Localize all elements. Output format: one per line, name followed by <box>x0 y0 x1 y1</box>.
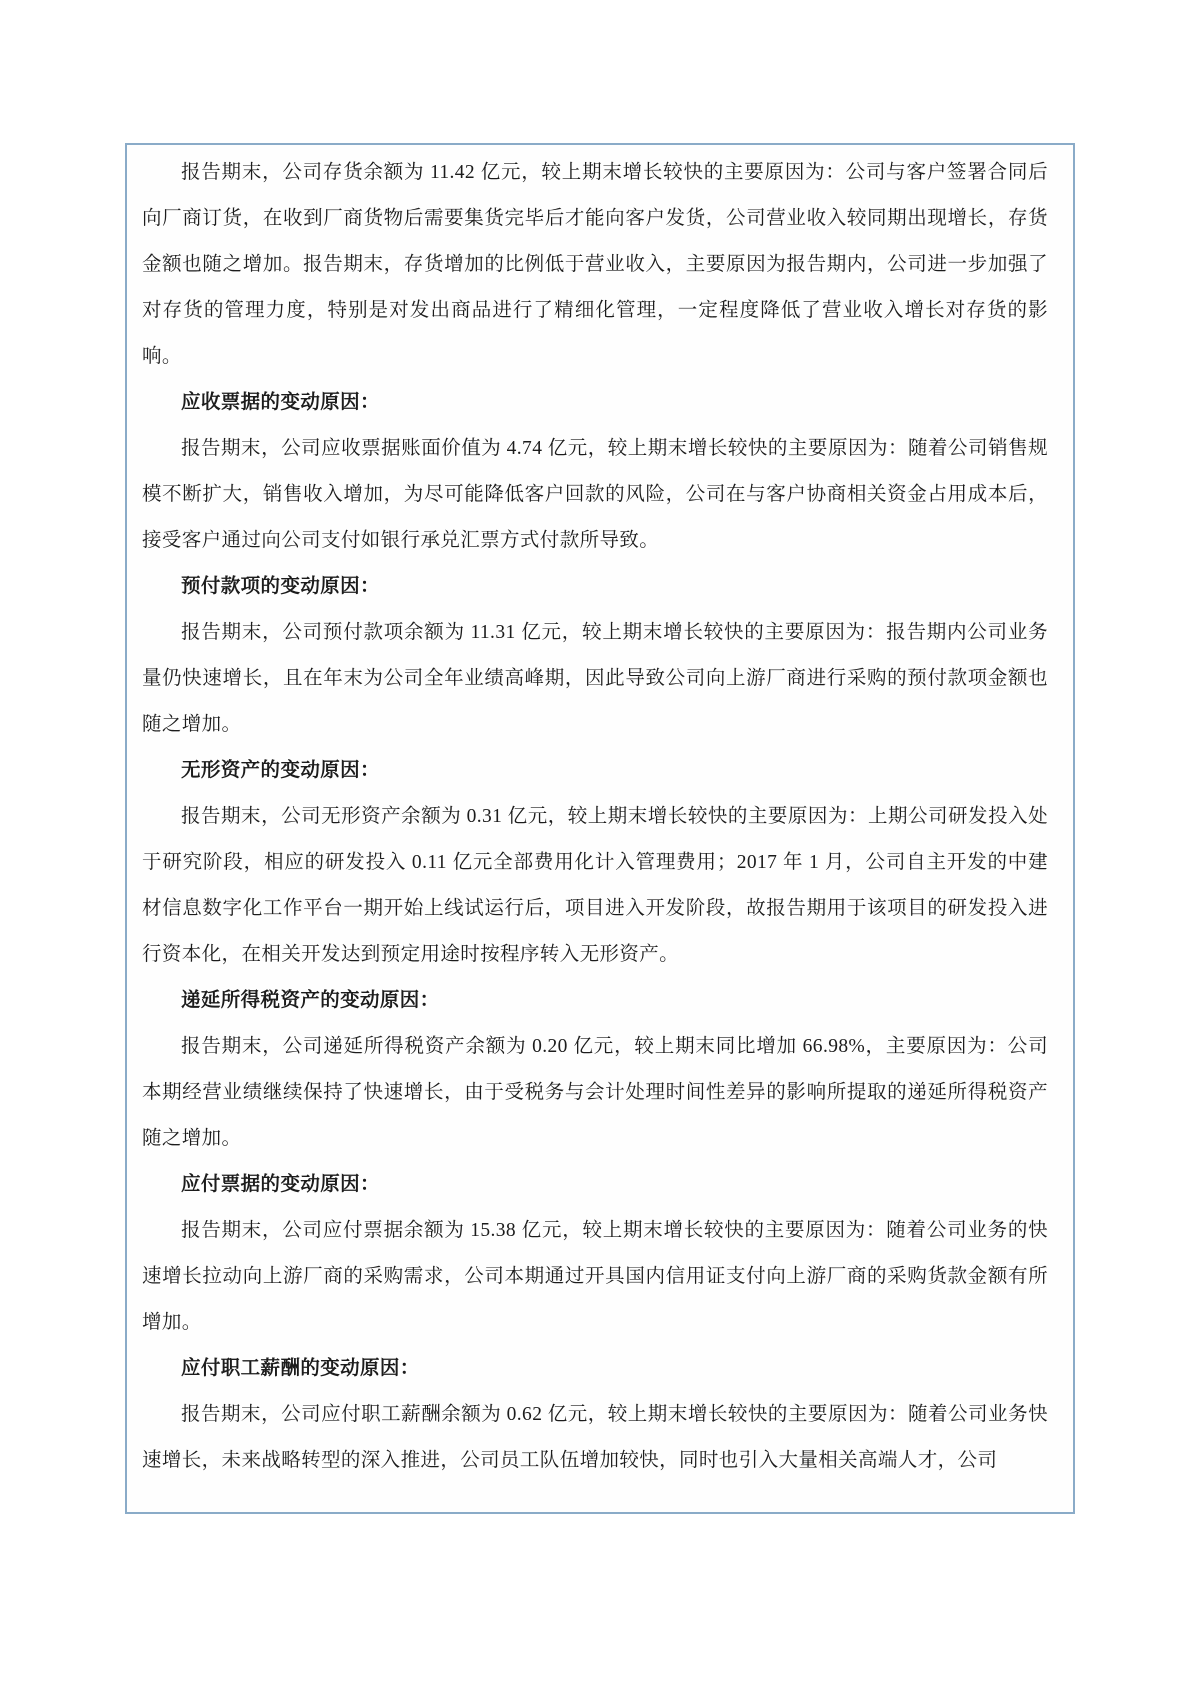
paragraph-notes-receivable: 报告期末，公司应收票据账面价值为 4.74 亿元，较上期末增长较快的主要原因为：随着公司销售规模不断扩大，销售收入增加，为尽可能降低客户回款的风险，公司在与客户协商相关资金占用成本后，接受客户通过向公司支付如银行承兑汇票方式付款所导致。 <box>142 438 1048 551</box>
paragraph-intangible-assets: 报告期末，公司无形资产余额为 0.31 亿元，较上期末增长较快的主要原因为：上期公司研发投入处于研究阶段，相应的研发投入 0.11 亿元全部费用化计入管理费用；2017 年 1 月，公司自主开发的中建材信息数字化工作平台一期开始上线试运行后，项目进入开发阶段，故报告期用于该项目的研发投入进行资本化，在相关开发达到预定用途时按程序转入无形资产。 <box>142 806 1048 965</box>
heading-notes-payable: 应付票据的变动原因： <box>181 1174 380 1195</box>
paragraph-deferred-tax-assets: 报告期末，公司递延所得税资产余额为 0.20 亿元，较上期末同比增加 66.98%，主要原因为：公司本期经营业绩继续保持了快速增长，由于受税务与会计处理时间性差异的影响所提取的递延所得税资产随之增加。 <box>142 1036 1048 1149</box>
paragraph-employee-compensation: 报告期末，公司应付职工薪酬余额为 0.62 亿元，较上期末增长较快的主要原因为：随着公司业务快速增长，未来战略转型的深入推进，公司员工队伍增加较快，同时也引入大量相关高端人才，公司 <box>142 1404 1048 1471</box>
heading-prepayments: 预付款项的变动原因： <box>181 576 380 597</box>
paragraph-inventory-change: 报告期末，公司存货余额为 11.42 亿元，较上期末增长较快的主要原因为：公司与客户签署合同后向厂商订货，在收到厂商货物后需要集货完毕后才能向客户发货，公司营业收入较同期出现增长，存货金额也随之增加。报告期末，存货增加的比例低于营业收入，主要原因为报告期内，公司进一步加强了对存货的管理力度，特别是对发出商品进行了精细化管理，一定程度降低了营业收入增长对存货的影响。 <box>142 162 1048 367</box>
heading-intangible-assets: 无形资产的变动原因： <box>181 760 380 781</box>
paragraph-notes-payable: 报告期末，公司应付票据余额为 15.38 亿元，较上期末增长较快的主要原因为：随着公司业务的快速增长拉动向上游厂商的采购需求，公司本期通过开具国内信用证支付向上游厂商的采购货款金额有所增加。 <box>142 1220 1048 1333</box>
paragraph-prepayments: 报告期末，公司预付款项余额为 11.31 亿元，较上期末增长较快的主要原因为：报告期内公司业务量仍快速增长，且在年末为公司全年业绩高峰期，因此导致公司向上游厂商进行采购的预付款项金额也随之增加。 <box>142 622 1048 735</box>
heading-employee-compensation: 应付职工薪酬的变动原因： <box>181 1358 420 1379</box>
heading-deferred-tax-assets: 递延所得税资产的变动原因： <box>181 990 440 1011</box>
report-text-box <box>125 143 1075 1514</box>
heading-notes-receivable: 应收票据的变动原因： <box>181 392 380 413</box>
